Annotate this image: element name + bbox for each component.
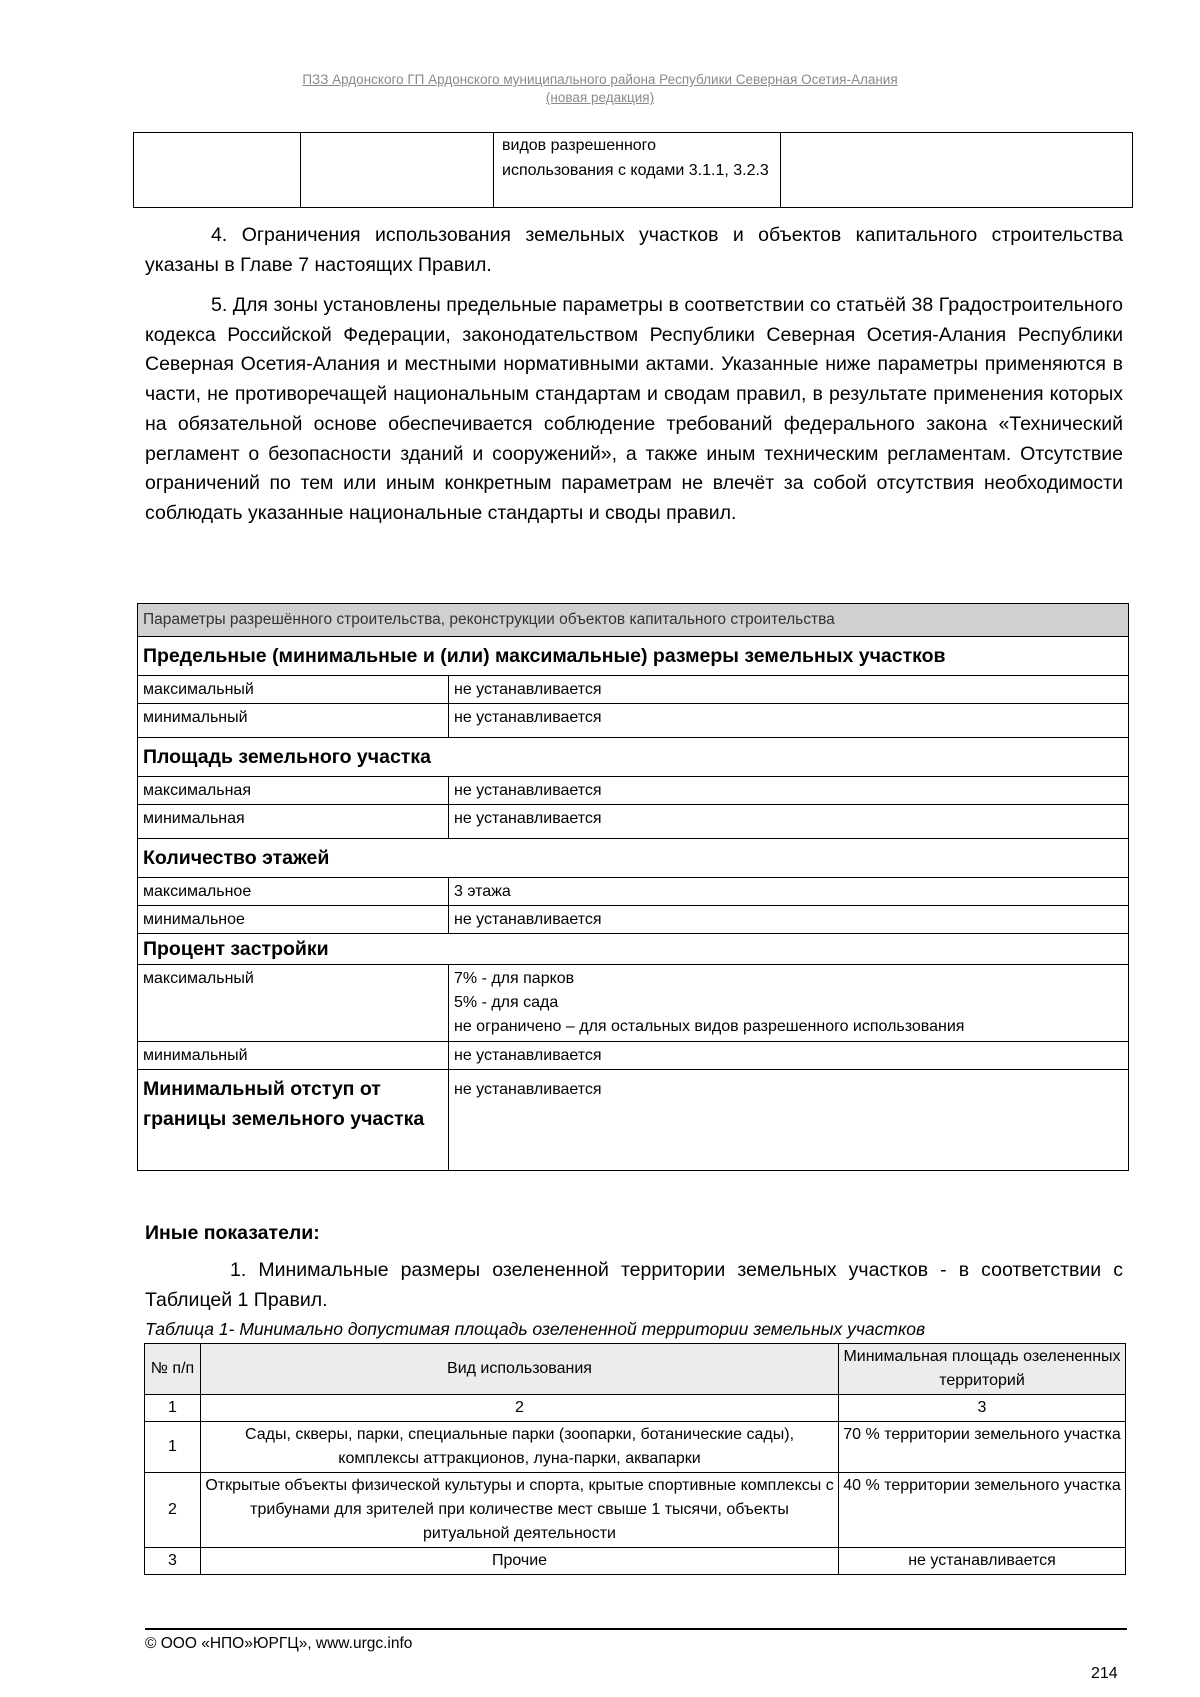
table-row [134,133,1133,208]
paragraph-4 [145,221,1123,280]
table-row [138,965,1129,1042]
table-row [138,676,1129,704]
param-value: не устанавливается [449,676,1129,704]
footer-copyright: © ООО «НПО»ЮРГЦ», www.urgc.info [145,1635,413,1652]
param-label: максимальная [138,777,449,805]
header-line-2: (новая редакция) [545,90,655,105]
table-header-row [145,1344,1126,1395]
table-row [138,1070,1129,1171]
table-cell [134,133,301,208]
paragraph-4-text: 4. Ограничения использования земельных участков и объектов капитального строительства указаны в Главе 7 настоящих Правил. [145,224,1123,276]
table-row [138,934,1129,965]
param-label: максимальное [138,878,449,906]
footer-divider [145,1628,1127,1630]
table-1-caption: Таблица 1- Минимально допустимая площадь озелененной территории земельных участков [145,1319,926,1339]
table-row [145,1473,1126,1548]
column-header: Минимальная площадь озелененных территорий [839,1344,1126,1395]
param-value-line: 5% - для сада [454,994,559,1011]
table-row [138,704,1129,738]
table-row [138,906,1129,934]
paragraph-5-text: 5. Для зоны установлены предельные параметры в соответствии со статьёй 38 Градостроительного кодекса Российской Федерации, законодательством Республики Северная Осетия-Алания Республики Северная Осетия-Алания и местными нормативными актами. Указанные ниже параметры применяются в части, не противоречащей национальным стандартам и сводам правил, в результате применения которых на обязательной основе обеспечивается соблюдение требований федерального закона «Технический регламент о безопасности зданий и сооружений», а также иным техническим регламентам. Отсутствие ограничений по тем или иным конкретным параметрам не влечёт за собой отсутствия необходимости соблюдать указанные национальные стандарты и своды правил. [145,294,1123,524]
param-value: не устанавливается [449,777,1129,805]
table-cell: 3 [839,1395,1126,1422]
continued-table [133,132,1133,208]
param-value: не устанавливается [449,906,1129,934]
table-row [138,878,1129,906]
other-indicators-title: Иные показатели: [145,1222,320,1244]
param-value [449,965,1129,1042]
param-label: минимальный [138,704,449,738]
param-label: максимальный [138,676,449,704]
table-1 [144,1343,1126,1575]
section-heading: Площадь земельного участка [138,738,1129,777]
table-cell: 70 % территории земельного участка [839,1422,1126,1473]
param-value: не устанавливается [449,1070,1129,1171]
param-value: не устанавливается [449,1042,1129,1070]
table-cell [781,133,1133,208]
header-line-1: ПЗЗ Ардонского ГП Ардонского муниципального района Республики Северная Осетия-Алания [302,72,898,87]
table-row [138,637,1129,676]
table-cell [301,133,494,208]
table-row [145,1422,1126,1473]
table-row [138,805,1129,839]
table-row [145,1395,1126,1422]
table-row [138,839,1129,878]
param-label: максимальный [138,965,449,1042]
column-header: Вид использования [201,1344,839,1395]
page-header [0,71,1200,107]
table-cell: Открытые объекты физической культуры и спорта, крытые спортивные комплексы с трибунами для зрителей при количестве мест свыше 1 тысячи, объекты ритуальной деятельности [201,1473,839,1548]
param-label: минимальный [138,1042,449,1070]
parameters-table [137,603,1129,1171]
paragraph-5 [145,291,1123,529]
param-value: не устанавливается [449,805,1129,839]
table-cell: видов разрешенного использования с кодами 3.1.1, 3.2.3 [494,133,781,208]
param-value-line: 7% - для парков [454,970,575,987]
table-row [138,738,1129,777]
parameters-caption: Параметры разрешённого строительства, реконструкции объектов капитального строительства [138,604,1129,637]
param-value: не устанавливается [449,704,1129,738]
table-row [138,604,1129,637]
table-row [145,1548,1126,1575]
table-cell: 2 [201,1395,839,1422]
table-cell: Сады, скверы, парки, специальные парки (зоопарки, ботанические сады), комплексы аттракционов, луна-парки, аквапарки [201,1422,839,1473]
param-value: 3 этажа [449,878,1129,906]
column-header: № п/п [145,1344,201,1395]
table-row [138,777,1129,805]
table-cell: Прочие [201,1548,839,1575]
other-item-1-text: 1. Минимальные размеры озелененной территории земельных участков - в соответствии с Таблицей 1 Правил. [145,1259,1123,1311]
table-cell: не устанавливается [839,1548,1126,1575]
table-cell: 40 % территории земельного участка [839,1473,1126,1548]
page-number: 214 [1091,1665,1118,1682]
other-item-1 [145,1256,1123,1315]
section-heading: Процент застройки [138,934,1129,965]
param-label: минимальное [138,906,449,934]
table-cell: 3 [145,1548,201,1575]
param-value-line: не ограничено – для остальных видов разрешенного использования [454,1018,965,1035]
table-cell: 1 [145,1395,201,1422]
table-cell: 2 [145,1473,201,1548]
section-heading: Количество этажей [138,839,1129,878]
param-label: Минимальный отступ от границы земельного участка [138,1070,449,1171]
table-row [138,1042,1129,1070]
section-heading: Предельные (минимальные и (или) максимальные) размеры земельных участков [138,637,1129,676]
table-cell: 1 [145,1422,201,1473]
param-label: минимальная [138,805,449,839]
